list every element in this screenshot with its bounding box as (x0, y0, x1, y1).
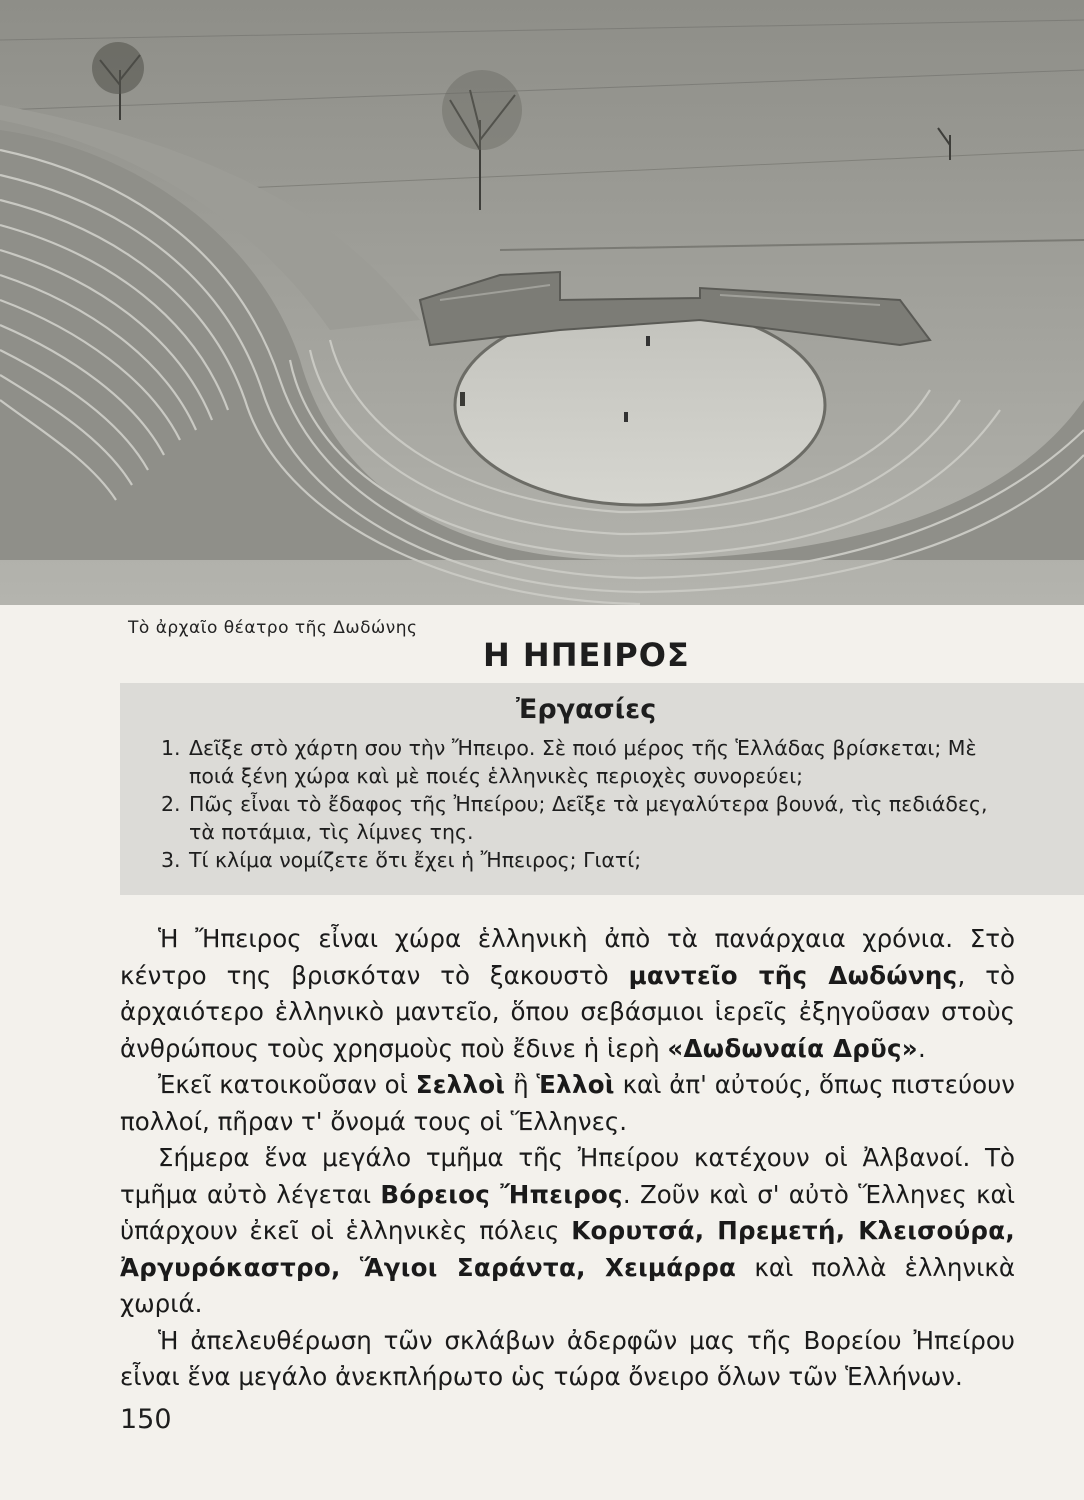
paragraph-northern-epirus (120, 1140, 1015, 1323)
emphasis-dodona-oak: «Δωδωναία Δρῦς» (667, 1033, 918, 1063)
emphasis-northern-epirus: Βόρειος Ἤπειρος (380, 1179, 623, 1209)
theatre-photo (0, 0, 1084, 605)
text-run: καὶ ἀπ' αὐτούς, ὅπως πιστεύουν πολλοί, πῆραν τ' ὄνομά τους οἱ Ἕλληνες. (120, 1070, 1015, 1136)
chapter-title: Η ΗΠΕΙΡΟΣ (483, 636, 690, 674)
exercise-list (155, 734, 995, 874)
emphasis-dodona-oracle: μαντεῖο τῆς Δωδώνης (628, 960, 958, 990)
text-run: Ἐκεῖ κατοικοῦσαν οἱ (158, 1070, 416, 1099)
exercise-text: Τί κλίμα νομίζετε ὅτι ἔχει ἡ Ἤπειρος; Γιατί; (189, 848, 642, 872)
main-text (120, 921, 1015, 1396)
exercises-heading: Ἐργασίες (516, 694, 657, 725)
text-run: . Ζοῦν καὶ σ' αὐτὸ Ἕλληνες καὶ ὑπάρχουν ἐκεῖ οἱ ἑλληνικὲς πόλεις (120, 1179, 1015, 1245)
exercise-number: 2. (161, 792, 181, 816)
ancient-theatre-illustration (0, 0, 1084, 605)
exercise-text: Δεῖξε στὸ χάρτη σου τὴν Ἤπειρο. Σὲ ποιό μέρος τῆς Ἑλλάδας βρίσκεται; Μὲ ποιά ξένη χώρα καὶ μὲ ποιές ἑλληνικὲς περιοχὲς συνορεύει; (189, 736, 977, 788)
page-number: 150 (120, 1404, 172, 1435)
text-run: ἢ (505, 1070, 537, 1099)
emphasis-selloi: Σελλοὶ (415, 1070, 506, 1099)
text-run: καὶ πολλὰ ἑλληνικὰ χωριά. (120, 1252, 1015, 1318)
paragraph-oracle (120, 921, 1015, 1067)
exercise-text: Πῶς εἶναι τὸ ἔδαφος τῆς Ἠπείρου; Δεῖξε τὰ μεγαλύτερα βουνά, τὶς πεδιάδες, τὰ ποτάμια, τὶς λίμνες της. (189, 792, 988, 844)
paragraph-selloi (120, 1067, 1015, 1140)
photo-caption: Τὸ ἀρχαῖο θέατρο τῆς Δωδώνης (128, 618, 418, 638)
exercise-item (155, 846, 995, 874)
text-run: , τὸ ἀρχαιότερο ἑλληνικὸ μαντεῖο, ὅπου σεβάσμιοι ἱερεῖς ἐξηγοῦσαν στοὺς ἀνθρώπους τοὺς χρησμοὺς ποὺ ἔδινε ἡ ἱερὴ (120, 960, 1015, 1063)
text-run: . (917, 1033, 926, 1063)
exercise-number: 3. (161, 848, 181, 872)
text-run: Σήμερα ἕνα μεγάλο τμῆμα τῆς Ἠπείρου κατέχουν οἱ Ἀλβανοί. Τὸ τμῆμα αὐτὸ λέγεται (120, 1143, 1015, 1209)
paragraph-liberation (120, 1323, 1015, 1396)
exercise-item (155, 790, 995, 846)
text-run: Ἡ Ἤπειρος εἶναι χώρα ἑλληνικὴ ἀπὸ τὰ πανάρχαια χρόνια. Στὸ κέντρο της βρισκόταν τὸ ξακουστὸ (120, 924, 1015, 990)
emphasis-elloi: Ἑλλοὶ (536, 1070, 615, 1099)
emphasis-cities: Κορυτσά, Πρεμετή, Κλεισούρα, Ἀργυρόκαστρο, Ἅγιοι Σαράντα, Χειμάρρα (120, 1216, 1015, 1282)
text-run: Ἡ ἀπελευθέρωση τῶν σκλάβων ἀδερφῶν μας τῆς Βορείου Ἠπείρου εἶναι ἕνα μεγάλο ἀνεκπλήρωτο ὡς τώρα ὄνειρο ὅλων τῶν Ἑλλήνων. (120, 1325, 1015, 1391)
exercise-number: 1. (161, 736, 181, 760)
exercise-item (155, 734, 995, 790)
